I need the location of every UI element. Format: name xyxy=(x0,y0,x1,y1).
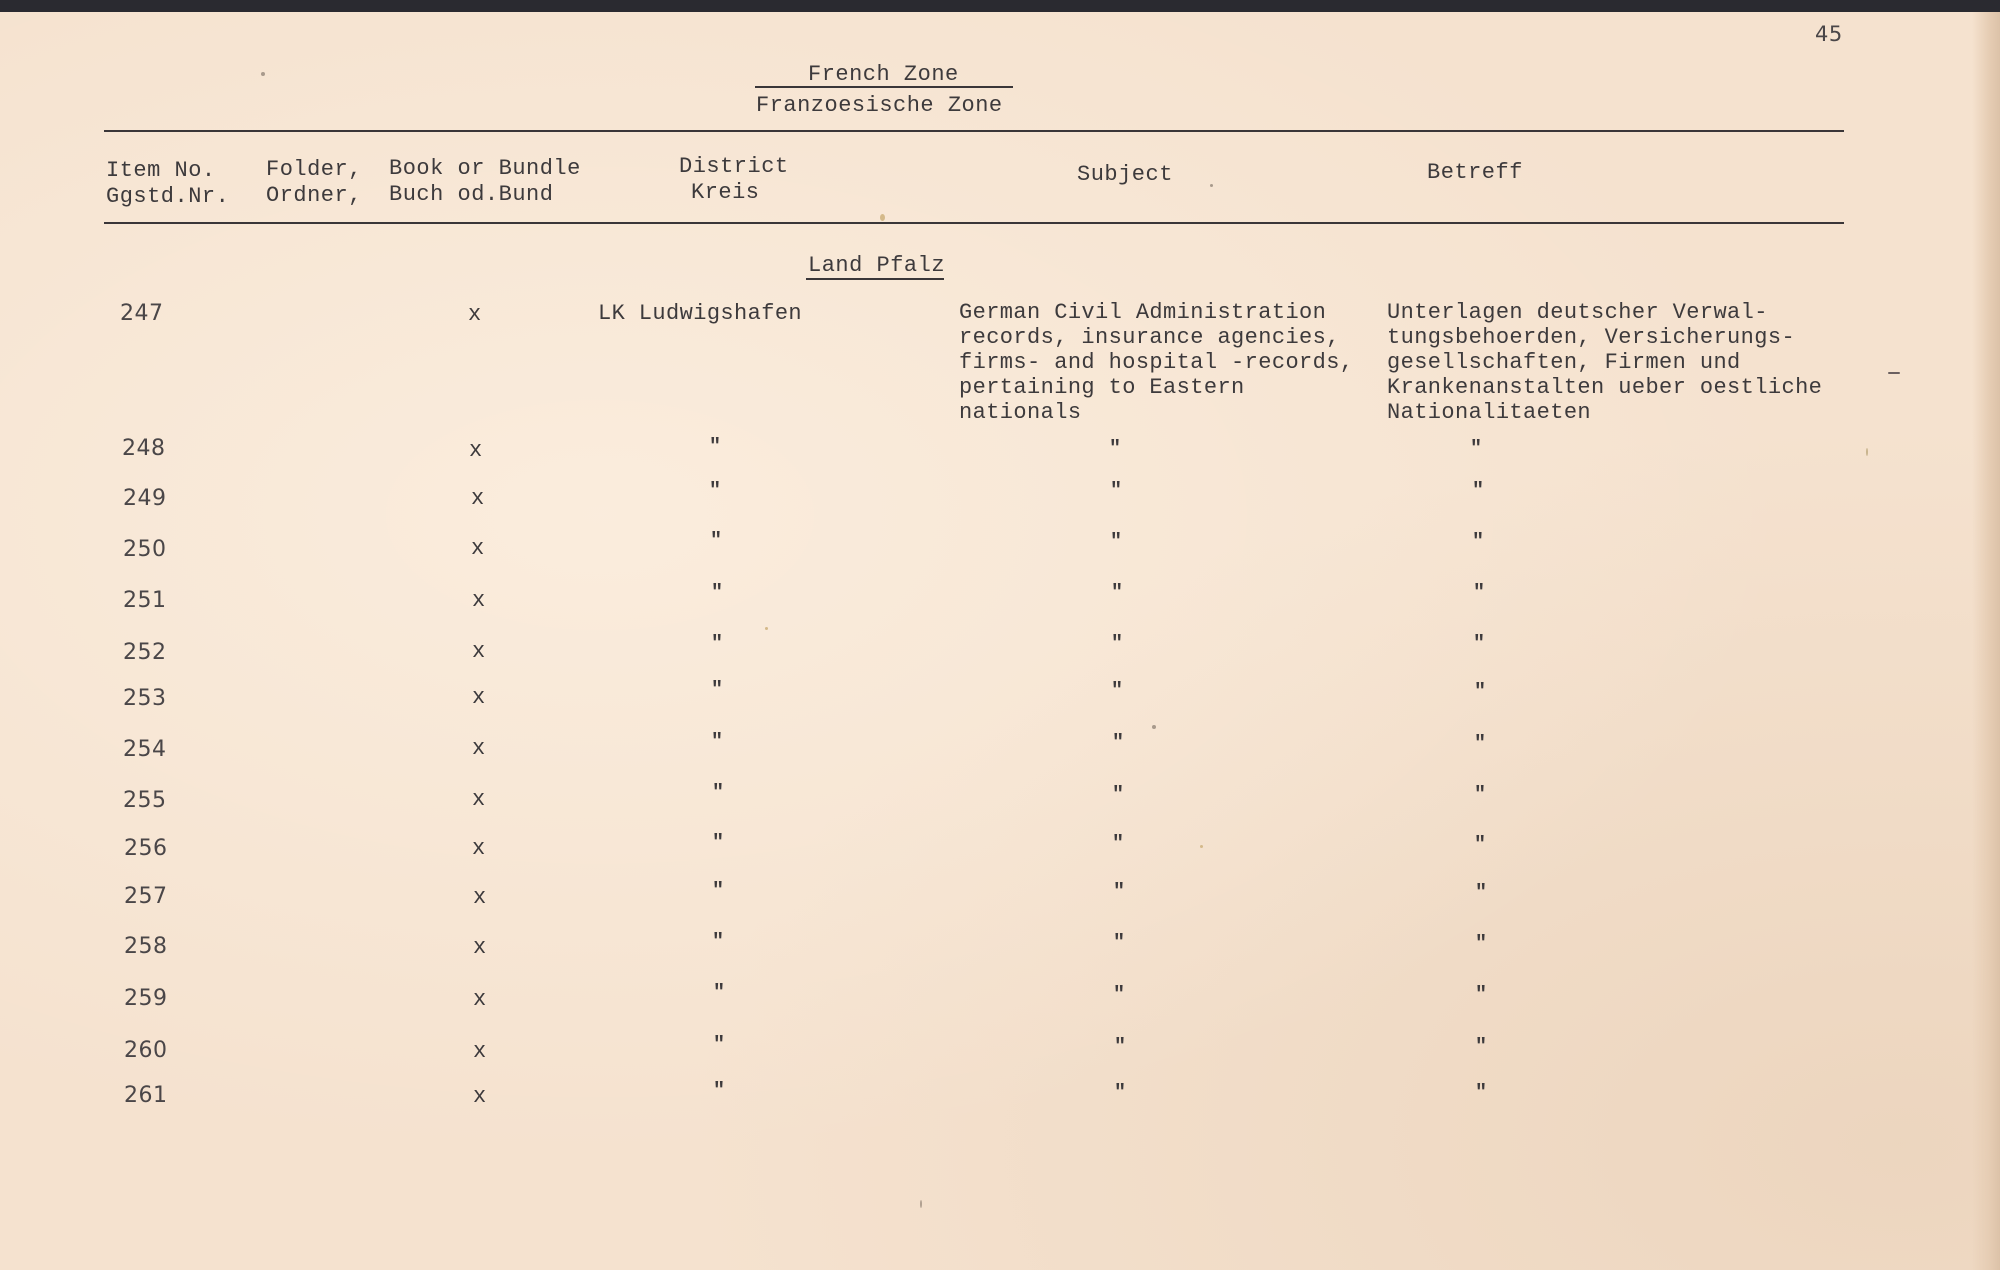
district-cell: LK Ludwigshafen xyxy=(598,301,803,326)
item-number: 248 xyxy=(122,436,166,461)
paper-mark xyxy=(1866,448,1868,456)
book-mark: x xyxy=(473,885,487,910)
col-book-de: Buch od.Bund xyxy=(389,182,554,207)
item-number: 256 xyxy=(124,836,168,861)
book-mark: x xyxy=(472,639,486,664)
item-number: 255 xyxy=(123,788,167,813)
subject-ditto: " xyxy=(1111,582,1124,605)
district-ditto: " xyxy=(711,731,724,754)
item-number: 261 xyxy=(124,1083,168,1108)
subject-ditto: " xyxy=(1114,1036,1127,1059)
item-number: 259 xyxy=(124,986,168,1011)
col-folder-de: Ordner, xyxy=(266,183,362,208)
district-ditto: " xyxy=(712,931,725,954)
col-item-de: Ggstd.Nr. xyxy=(106,184,230,209)
paper-speck xyxy=(1152,725,1156,729)
betreff-ditto: " xyxy=(1475,933,1488,956)
book-mark: x xyxy=(473,935,487,960)
item-number: 253 xyxy=(123,686,167,711)
col-book-en: Book or Bundle xyxy=(389,156,581,181)
section-title: Land Pfalz xyxy=(808,253,946,278)
book-mark: x xyxy=(472,787,486,812)
subject-cell: German Civil Administration records, insurance agencies, firms- and hospital -records, pertaining to Eastern nationals xyxy=(959,300,1354,425)
district-ditto: " xyxy=(709,436,722,459)
book-mark: x xyxy=(472,836,486,861)
paper-mark xyxy=(920,1200,922,1208)
col-district-en: District xyxy=(679,154,789,179)
district-ditto: " xyxy=(713,1080,726,1103)
betreff-ditto: " xyxy=(1474,834,1487,857)
betreff-ditto: " xyxy=(1470,438,1483,461)
page-edge-shadow xyxy=(1972,12,2000,1270)
book-mark: x xyxy=(472,588,486,613)
subject-ditto: " xyxy=(1112,784,1125,807)
col-betreff: Betreff xyxy=(1427,160,1523,185)
item-number: 249 xyxy=(123,486,167,511)
book-mark: x xyxy=(473,1039,487,1064)
book-mark: x xyxy=(469,438,483,463)
item-number: 252 xyxy=(123,640,167,665)
district-ditto: " xyxy=(713,1034,726,1057)
betreff-ditto: " xyxy=(1474,784,1487,807)
subject-ditto: " xyxy=(1113,932,1126,955)
book-mark: x xyxy=(472,685,486,710)
district-ditto: " xyxy=(712,832,725,855)
subject-ditto: " xyxy=(1112,732,1125,755)
item-number: 251 xyxy=(123,588,167,613)
subject-ditto: " xyxy=(1113,881,1126,904)
betreff-ditto: " xyxy=(1475,882,1488,905)
book-mark: x xyxy=(471,486,485,511)
betreff-ditto: " xyxy=(1474,733,1487,756)
subject-ditto: " xyxy=(1110,480,1123,503)
district-ditto: " xyxy=(710,530,723,553)
betreff-cell: Unterlagen deutscher Verwal- tungsbehoerden, Versicherungs- gesellschaften, Firmen und Krankenanstalten ueber oestliche Nationalitaeten xyxy=(1387,300,1823,425)
item-number: 250 xyxy=(123,537,167,562)
col-folder-en: Folder, xyxy=(266,157,362,182)
paper-speck xyxy=(1210,184,1213,187)
paper-speck xyxy=(765,627,768,630)
title-underline xyxy=(755,86,1013,88)
district-ditto: " xyxy=(711,633,724,656)
item-number: 254 xyxy=(123,737,167,762)
subject-ditto: " xyxy=(1114,1082,1127,1105)
paper-speck xyxy=(261,72,265,76)
district-ditto: " xyxy=(713,982,726,1005)
book-mark: x xyxy=(473,987,487,1012)
paper-speck xyxy=(1200,845,1203,848)
paper-speck xyxy=(880,214,885,221)
page-number: 45 xyxy=(1815,22,1843,46)
subject-ditto: " xyxy=(1112,833,1125,856)
book-mark: x xyxy=(468,302,482,327)
district-ditto: " xyxy=(712,782,725,805)
district-ditto: " xyxy=(711,679,724,702)
betreff-ditto: " xyxy=(1475,1036,1488,1059)
subject-ditto: " xyxy=(1110,531,1123,554)
betreff-ditto: " xyxy=(1474,681,1487,704)
header-top-rule xyxy=(104,130,1844,132)
book-mark: x xyxy=(471,536,485,561)
col-subject: Subject xyxy=(1077,162,1173,187)
district-ditto: " xyxy=(711,582,724,605)
betreff-ditto: " xyxy=(1473,582,1486,605)
title-english: French Zone xyxy=(808,62,959,87)
item-number: 247 xyxy=(120,301,164,326)
betreff-ditto: " xyxy=(1472,531,1485,554)
district-ditto: " xyxy=(712,880,725,903)
header-bottom-rule xyxy=(104,222,1844,224)
col-item-en: Item No. xyxy=(106,158,216,183)
title-german: Franzoesische Zone xyxy=(756,93,1003,118)
book-mark: x xyxy=(472,736,486,761)
betreff-ditto: " xyxy=(1472,480,1485,503)
item-number: 257 xyxy=(124,884,168,909)
book-mark: x xyxy=(473,1084,487,1109)
col-district-de: Kreis xyxy=(691,180,760,205)
item-number: 260 xyxy=(124,1038,168,1063)
paper-mark xyxy=(1888,372,1900,374)
district-ditto: " xyxy=(709,480,722,503)
betreff-ditto: " xyxy=(1473,633,1486,656)
betreff-ditto: " xyxy=(1475,984,1488,1007)
section-title-underline xyxy=(806,278,944,280)
subject-ditto: " xyxy=(1111,633,1124,656)
subject-ditto: " xyxy=(1109,438,1122,461)
subject-ditto: " xyxy=(1111,680,1124,703)
item-number: 258 xyxy=(124,934,168,959)
betreff-ditto: " xyxy=(1475,1082,1488,1105)
subject-ditto: " xyxy=(1113,984,1126,1007)
